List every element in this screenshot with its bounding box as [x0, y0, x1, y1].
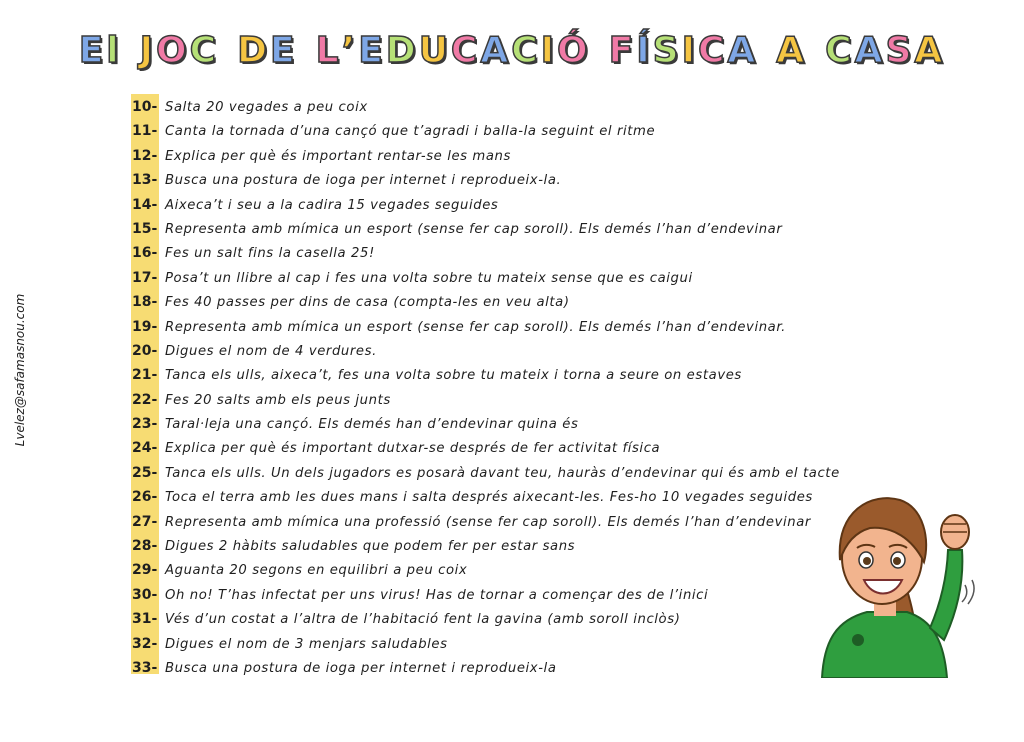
waving-woman-avatar-icon — [812, 480, 982, 678]
item-text: Busca una postura de ioga per internet i reprodueix-la — [165, 660, 557, 676]
item-number: 15- — [132, 220, 158, 237]
activity-list — [132, 95, 892, 680]
item-number: 33- — [132, 659, 158, 676]
title-letter: A — [854, 30, 886, 71]
title-letter: A — [727, 30, 759, 71]
list-item — [132, 266, 892, 290]
title-letter: ’ — [341, 30, 359, 71]
item-text: Oh no! T’has infectat per uns virus! Has de tornar a començar des de l’inici — [165, 587, 709, 603]
item-text: Fes 20 salts amb els peus junts — [165, 392, 391, 408]
title-letter: F — [608, 30, 637, 71]
item-number: 16- — [132, 245, 158, 262]
list-item — [132, 485, 892, 509]
item-text: Digues el nom de 3 menjars saludables — [165, 636, 448, 652]
title-letter: I — [681, 30, 698, 71]
item-text: Salta 20 vegades a peu coix — [165, 100, 368, 115]
item-number: 19- — [132, 318, 158, 335]
list-item — [132, 193, 892, 217]
title-letter: D — [385, 30, 419, 71]
title-letter: A — [480, 30, 512, 71]
title-letter: S — [652, 30, 682, 71]
title-letter: Í — [636, 30, 653, 71]
list-item — [132, 315, 892, 339]
list-item — [132, 339, 892, 363]
title-letter: C — [450, 30, 481, 71]
title-letter: l — [106, 30, 122, 71]
title-letter: C — [825, 30, 855, 71]
item-number: 31- — [132, 611, 158, 628]
item-number: 25- — [132, 464, 158, 481]
item-number: 20- — [132, 342, 158, 359]
title-letter: C — [698, 30, 728, 71]
list-item — [132, 436, 892, 460]
list-item — [132, 241, 892, 265]
item-text: Representa amb mímica un esport (sense fer cap soroll). Els demés l’han d’endevinar. — [165, 319, 786, 335]
item-number: 10- — [132, 99, 158, 115]
item-text: Busca una postura de ioga per internet i reprodueix-la. — [165, 173, 562, 189]
list-item — [132, 583, 892, 607]
list-item — [132, 95, 892, 119]
list-item — [132, 558, 892, 582]
list-item — [132, 119, 892, 143]
item-number: 17- — [132, 269, 158, 286]
item-text: Tanca els ulls, aixeca’t, fes una volta sobre tu mateix i torna a seure on estaves — [165, 368, 742, 384]
item-number: 23- — [132, 416, 158, 433]
item-number: 18- — [132, 294, 158, 311]
title-letter: J — [139, 30, 157, 71]
item-text: Taral·leja una cançó. Els demés han d’endevinar quina és — [165, 417, 579, 433]
item-text: Digues el nom de 4 verdures. — [165, 343, 377, 359]
item-text: Posa’t un llibre al cap i fes una volta sobre tu mateix sense que es caigui — [165, 270, 693, 286]
list-item — [132, 217, 892, 241]
title-letter: E — [358, 30, 386, 71]
item-text: Canta la tornada d’una cançó que t’agradi i balla-la seguint el ritme — [165, 124, 656, 140]
item-text: Representa amb mímica un esport (sense fer cap soroll). Els demés l’han d’endevinar — [165, 221, 783, 237]
item-number: 24- — [132, 440, 158, 457]
title-letter: D — [237, 30, 270, 71]
list-item — [132, 363, 892, 387]
item-text: Aguanta 20 segons en equilibri a peu coix — [165, 563, 468, 579]
title-letter: O — [156, 30, 190, 71]
list-item — [132, 461, 892, 485]
page-title — [0, 30, 1024, 71]
item-text: Tanca els ulls. Un dels jugadors es posarà davant teu, hauràs d’endevinar qui és amb el tacte — [165, 465, 840, 481]
item-text: Explica per què és important rentar-se les mans — [165, 148, 511, 164]
title-letter: E — [269, 30, 298, 71]
item-number: 12- — [132, 147, 158, 164]
list-item — [132, 534, 892, 558]
list-item — [132, 412, 892, 436]
item-number: 30- — [132, 586, 158, 603]
title-letter: C — [189, 30, 220, 71]
list-item — [132, 290, 892, 314]
list-item — [132, 388, 892, 412]
item-number: 29- — [132, 562, 158, 579]
list-item — [132, 607, 892, 631]
list-item — [132, 144, 892, 168]
title-letter: I — [540, 30, 558, 71]
item-text: Explica per què és important dutxar-se després de fer activitat física — [165, 441, 661, 457]
item-number: 27- — [132, 513, 158, 530]
title-letter: S — [885, 30, 915, 71]
title-letter: Ó — [557, 30, 591, 71]
item-number: 11- — [132, 123, 158, 140]
item-text: Digues 2 hàbits saludables que podem fer per estar sans — [165, 539, 576, 555]
item-text: Toca el terra amb les dues mans i salta després aixecant-les. Fes-ho 10 vegades seguides — [165, 490, 813, 506]
item-number: 22- — [132, 391, 158, 408]
title-letter: C — [511, 30, 541, 71]
title-letter: E — [78, 30, 107, 71]
author-email: Lvelez@safamasnou.com — [13, 293, 27, 447]
item-text: Aixeca’t i seu a la cadira 15 vegades seguides — [165, 197, 499, 213]
item-number: 14- — [132, 196, 158, 213]
item-text: Vés d’un costat a l’altra de l’habitació fent la gavina (amb soroll inclòs) — [165, 612, 681, 628]
item-number: 28- — [132, 538, 158, 555]
list-item — [132, 168, 892, 192]
item-number: 21- — [132, 367, 158, 384]
list-item — [132, 510, 892, 534]
item-number: 26- — [132, 489, 158, 506]
list-item — [132, 656, 892, 680]
title-letter: L — [315, 30, 342, 71]
item-number: 13- — [132, 172, 158, 189]
item-text: Representa amb mímica una professió (sense fer cap soroll). Els demés l’han d’endevinar — [165, 514, 811, 530]
item-text: Fes 40 passes per dins de casa (compta-les en veu alta) — [165, 295, 570, 311]
item-number: 32- — [132, 635, 158, 652]
title-letter: U — [418, 30, 451, 71]
list-item — [132, 632, 892, 656]
title-letter: A — [914, 30, 946, 71]
title-letter: A — [776, 30, 808, 71]
item-text: Fes un salt fins la casella 25! — [165, 246, 375, 262]
